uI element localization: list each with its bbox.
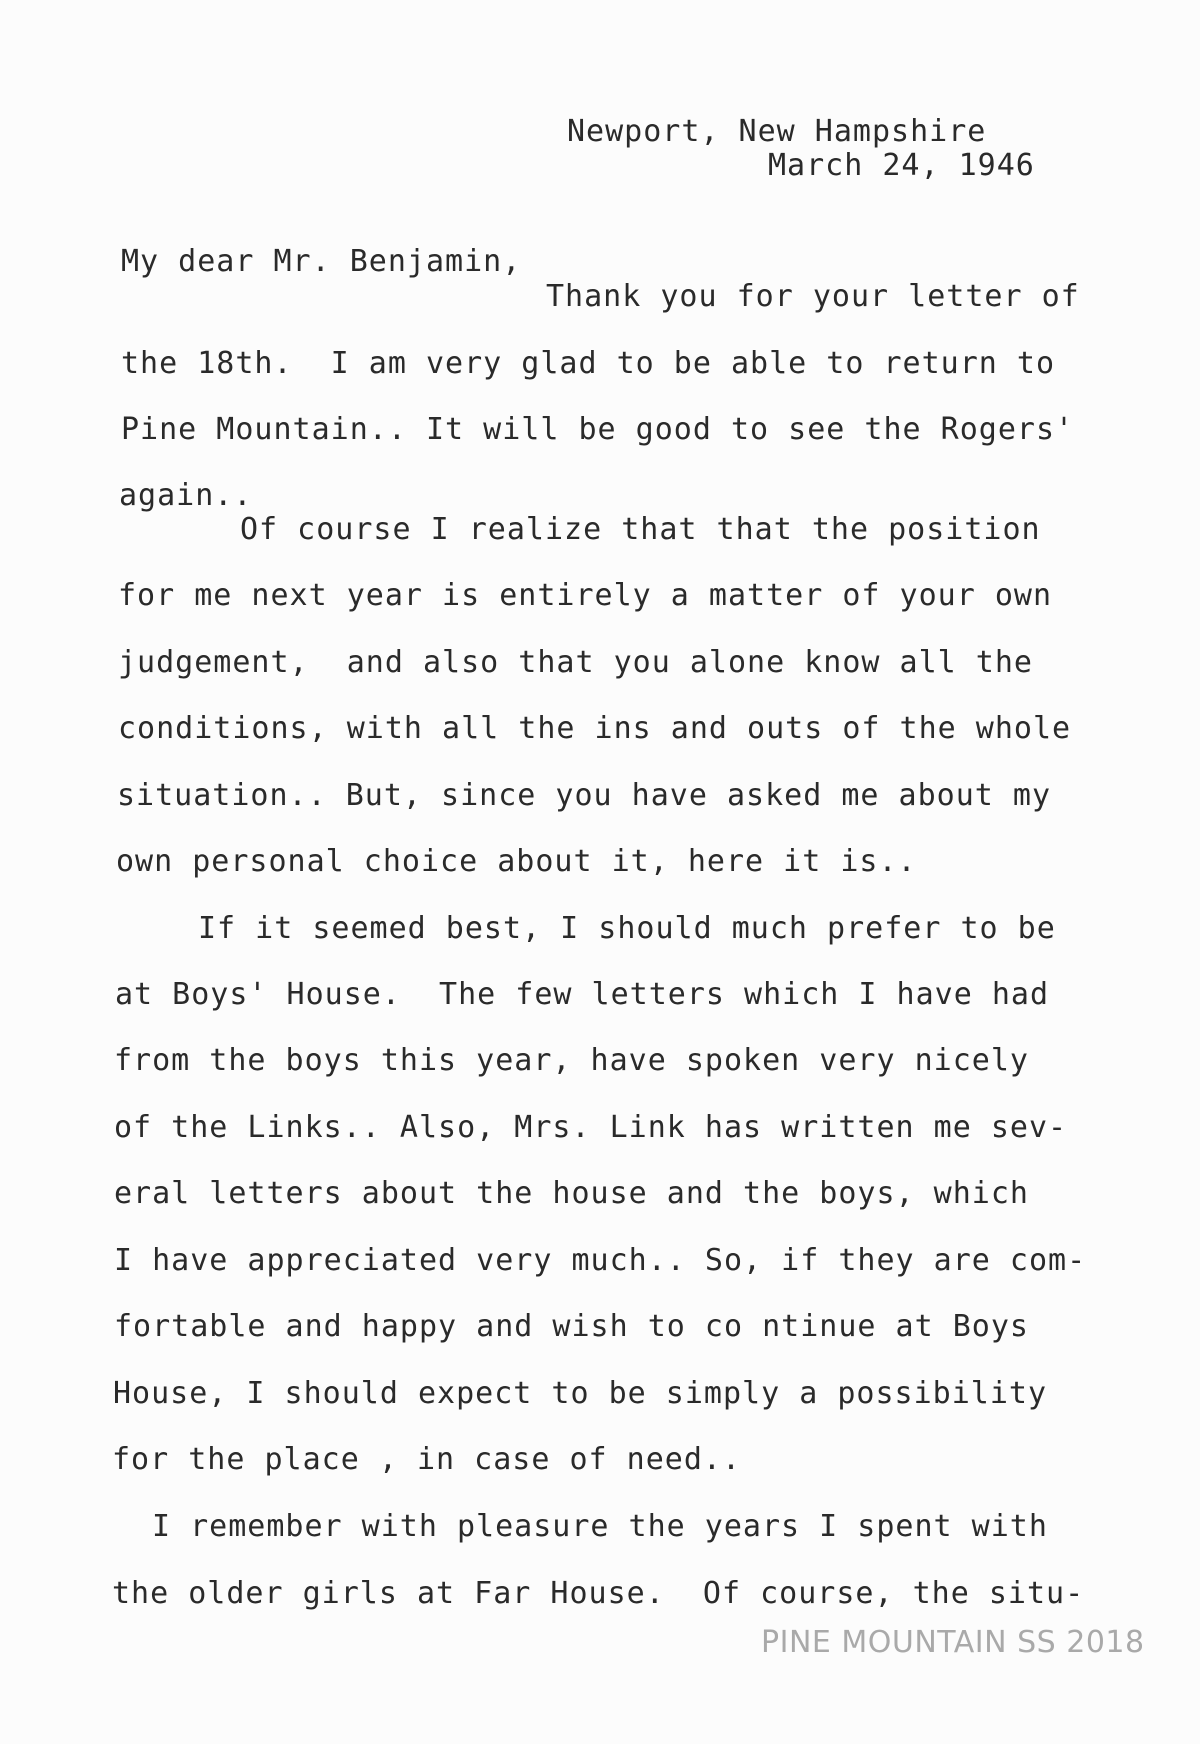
letter-date: March 24, 1946: [768, 148, 1035, 183]
body-line: own personal choice about it, here it is..: [116, 844, 917, 879]
body-line: for me next year is entirely a matter of your own: [118, 578, 1053, 613]
body-line: of the Links.. Also, Mrs. Link has written me sev-: [114, 1110, 1068, 1145]
body-line: the older girls at Far House. Of course, the situ-: [112, 1576, 1085, 1611]
body-line: situation.. But, since you have asked me about my: [117, 778, 1052, 813]
body-line: conditions, with all the ins and outs of the whole: [118, 711, 1072, 746]
body-line: again..: [119, 478, 253, 513]
body-line: for the place , in case of need..: [112, 1442, 742, 1477]
letter-place: Newport, New Hampshire: [567, 114, 987, 149]
body-line: eral letters about the house and the boys, which: [114, 1176, 1029, 1211]
watermark-text: PINE MOUNTAIN SS 2018: [761, 1625, 1145, 1660]
body-line: Pine Mountain.. It will be good to see the Rogers': [121, 412, 1075, 447]
letter-salutation: My dear Mr. Benjamin,: [121, 244, 522, 279]
body-line: If it seemed best, I should much prefer to be: [198, 911, 1056, 946]
body-line: House, I should expect to be simply a possibility: [113, 1376, 1048, 1411]
body-line: from the boys this year, have spoken very nicely: [114, 1043, 1029, 1078]
body-line: judgement, and also that you alone know all the: [118, 645, 1033, 680]
body-line: at Boys' House. The few letters which I have had: [115, 977, 1050, 1012]
body-line: I remember with pleasure the years I spent with: [152, 1509, 1048, 1544]
body-line: I have appreciated very much.. So, if they are com-: [114, 1243, 1087, 1278]
body-line: the 18th. I am very glad to be able to return to: [121, 346, 1056, 381]
body-line: fortable and happy and wish to co ntinue at Boys: [114, 1309, 1029, 1344]
body-line: Thank you for your letter of: [546, 279, 1080, 314]
body-line: Of course I realize that that the position: [240, 512, 1041, 547]
